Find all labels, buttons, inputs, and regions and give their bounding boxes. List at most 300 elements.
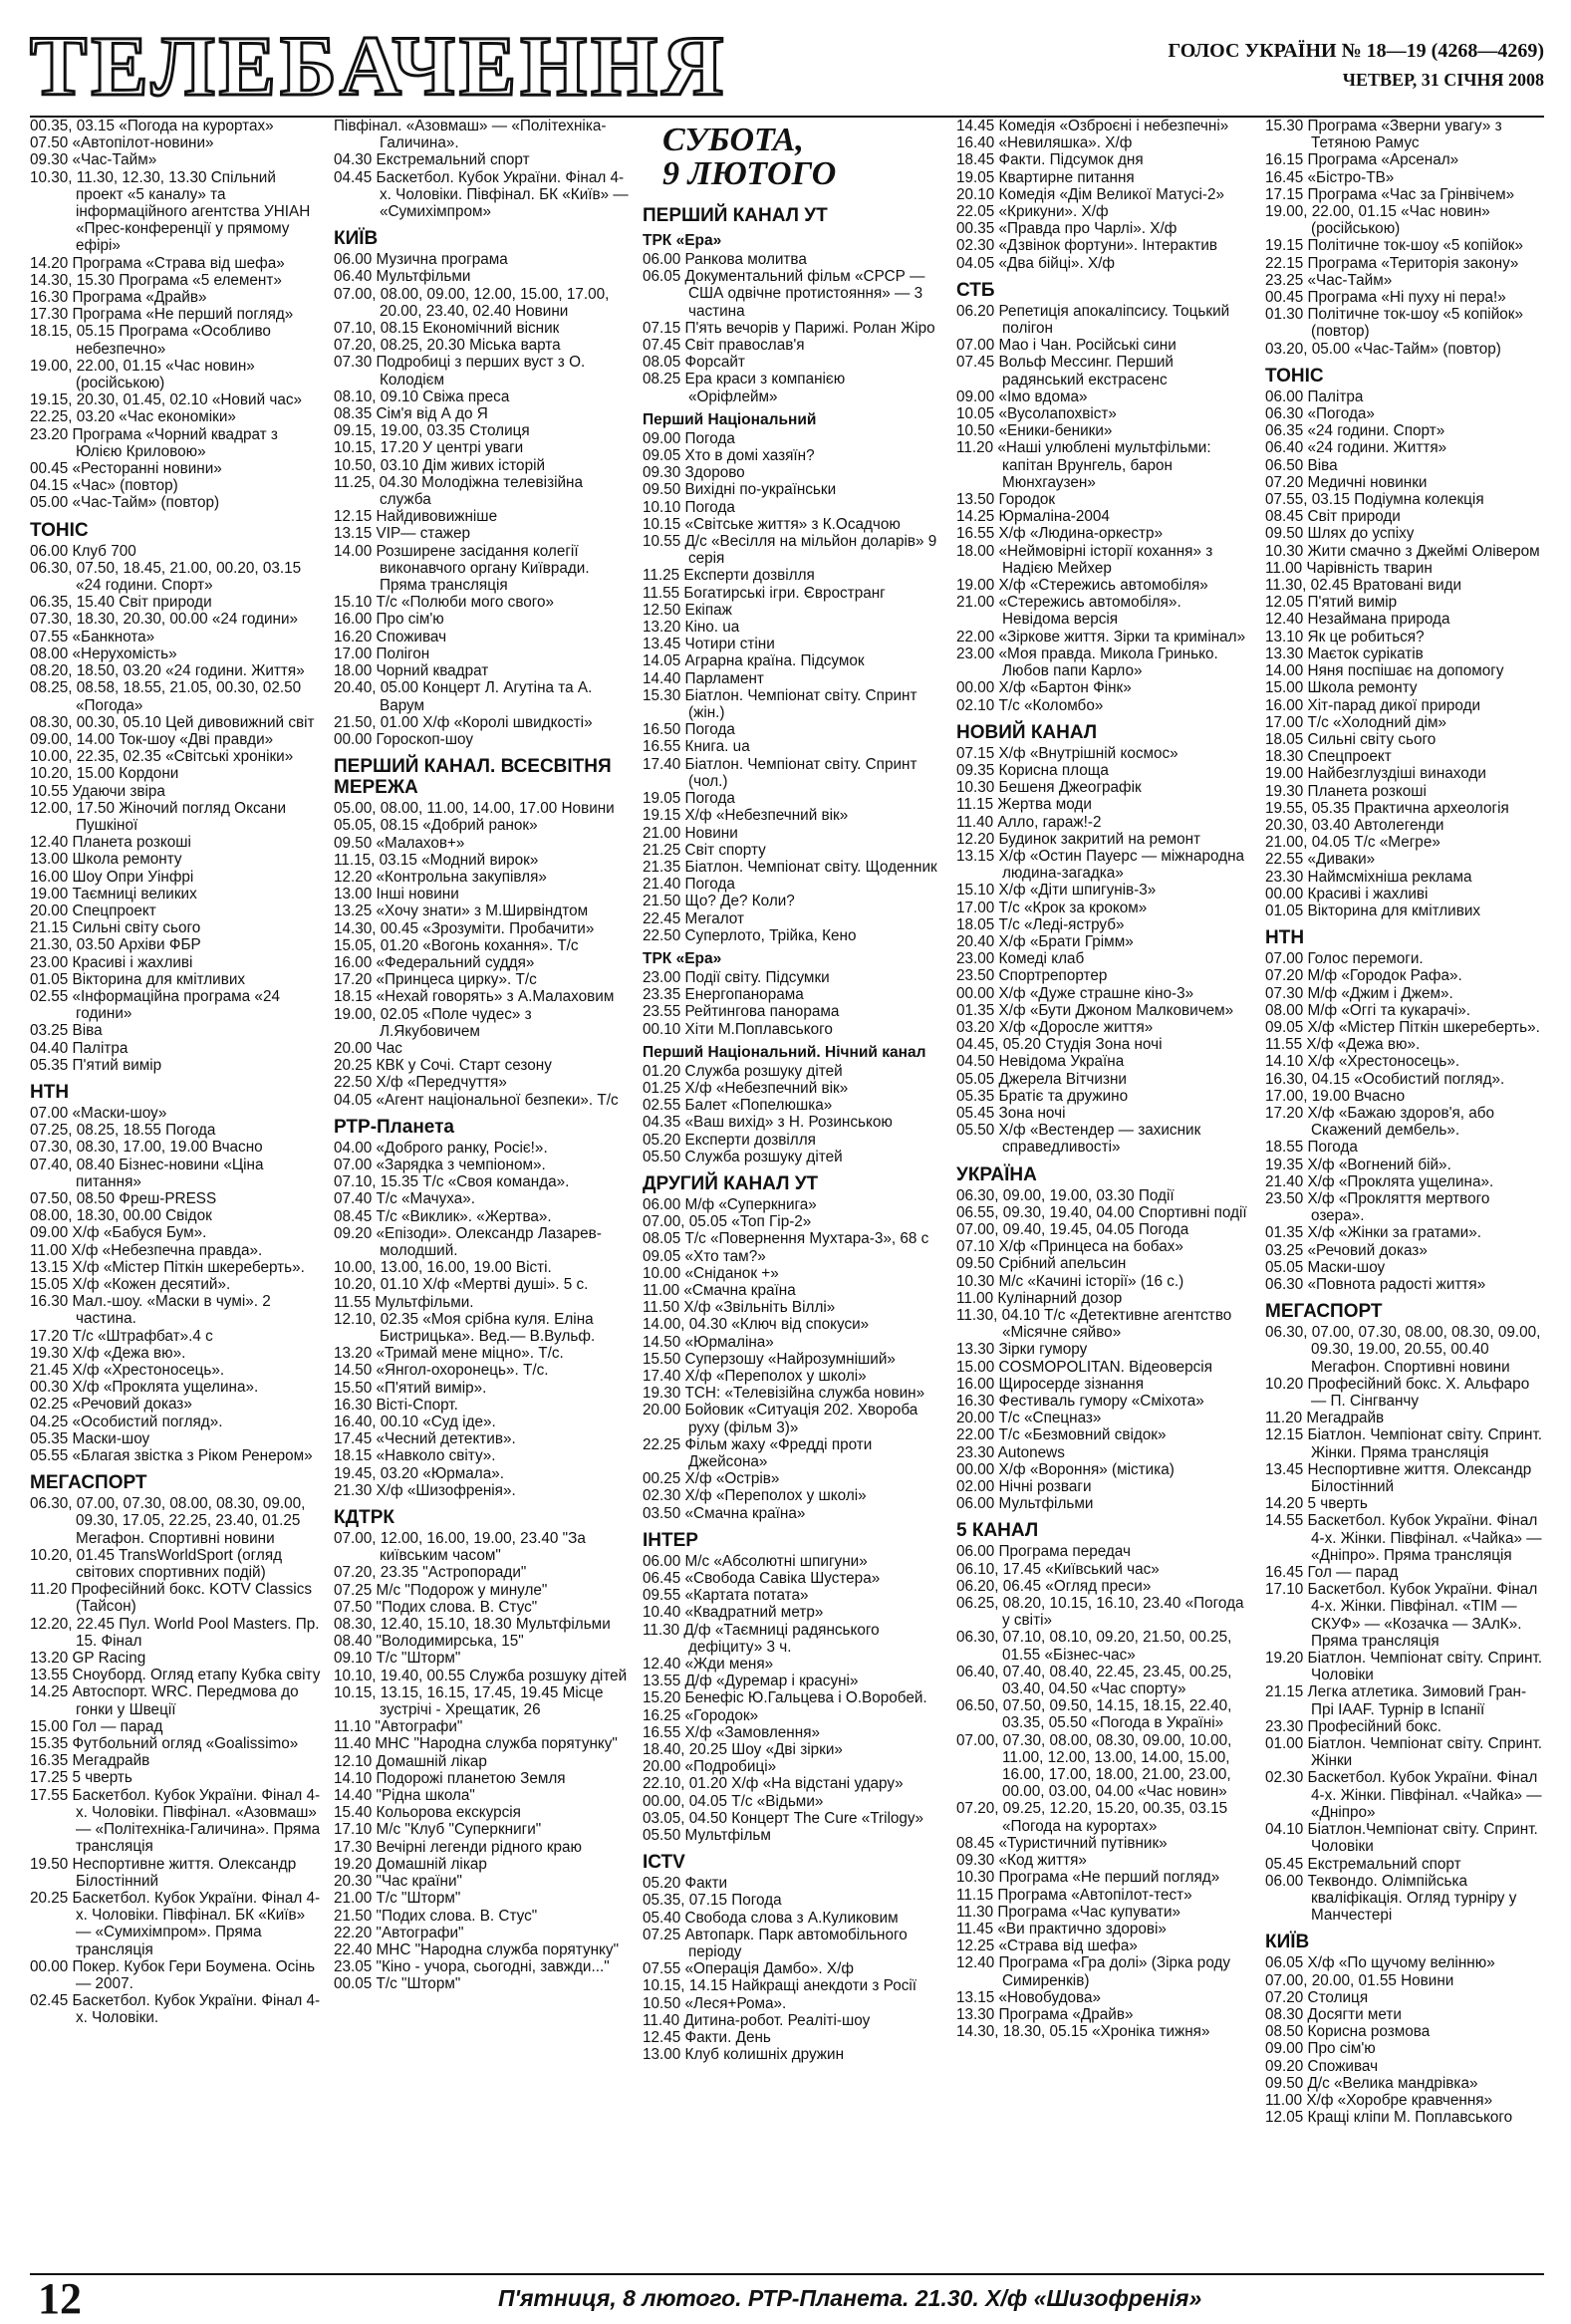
schedule-entry: 12.40 «Жди меня» <box>643 1656 774 1674</box>
schedule-entry: 06.30, 07.00, 07.30, 08.00, 08.30, 09.00, 09.30, 17.05, 22.25, 23.40, 01.25 Мегафон. Спортивні новини <box>30 1495 310 1547</box>
schedule-entry: 21.00 Т/с "Шторм" <box>334 1890 461 1908</box>
schedule-entry: 07.45 Світ православ'я <box>643 337 805 355</box>
schedule-entry: 07.00, 07.30, 08.00, 08.30, 09.00, 10.00, 11.00, 12.00, 13.00, 14.00, 15.00, 16.00, 17.00, 18.00, 21.00, 23.00, 00.00, 03.00, 04.00 «Час новин» <box>956 1731 1236 1801</box>
schedule-entry: 06.40 Мультфільми <box>334 268 471 286</box>
schedule-entry: 18.30 Спецпроект <box>1265 748 1392 766</box>
schedule-entry: 07.50 "Подих слова. В. Стус" <box>334 1598 538 1616</box>
schedule-entry: 10.15, 14.15 Найкращі анекдоти з Росії <box>643 1977 917 1995</box>
schedule-entry: 10.15, 13.15, 16.15, 17.45, 19.45 Місце зустрічі - Хрещатик, 26 <box>334 1683 608 1719</box>
schedule-entry: 23.30 Професійний бокс. <box>1265 1717 1442 1735</box>
schedule-entry: 20.25 КВК у Сочі. Старт сезону <box>334 1057 552 1075</box>
schedule-entry: 20.00 Спецпроект <box>30 902 156 919</box>
schedule-entry: 17.00 Т/с «Крок за кроком» <box>956 899 1148 916</box>
schedule-entry: 13.30 Маєток сурікатів <box>1265 645 1424 662</box>
schedule-entry: 07.20, 08.25, 20.30 Міська варта <box>334 337 561 355</box>
schedule-entry: 05.00, 08.00, 11.00, 14.00, 17.00 Новини <box>334 800 615 818</box>
schedule-entry: 14.50 «Янгол-охоронець». Т/с. <box>334 1362 549 1380</box>
schedule-entry: 15.10 Х/ф «Діти шпигунів-3» <box>956 882 1157 900</box>
schedule-entry: 14.10 Подорожі планетою Земля <box>334 1769 566 1787</box>
schedule-entry: 06.45 «Свобода Савіка Шустера» <box>643 1570 881 1588</box>
schedule-entry: 16.45 «Бістро-ТВ» <box>1265 168 1395 186</box>
schedule-entry: 00.00 Х/ф «Бартон Фінк» <box>956 679 1132 697</box>
schedule-entry: 21.15 Легка атлетика. Зимовий Гран-Прі IAAF. Турнір в Іспанії <box>1265 1683 1527 1718</box>
schedule-entry: 07.00 Голос перемоги. <box>1265 950 1424 968</box>
schedule-entry: 17.10 М/с "Клуб "Суперкниги" <box>334 1821 542 1839</box>
channel-heading: УКРАЇНА <box>956 1163 1037 1185</box>
schedule-entry: 20.10 Комедія «Дім Великої Матусі-2» <box>956 185 1224 203</box>
schedule-entry: 17.00 Полігон <box>334 645 430 662</box>
schedule-entry: 04.00 «Доброго ранку, Росіє!». <box>334 1139 548 1157</box>
schedule-entry: 04.30 Екстремальний спорт <box>334 151 530 169</box>
schedule-entry: 22.55 «Диваки» <box>1265 851 1376 869</box>
footer-promo: П'ятниця, 8 лютого. РТР-Планета. 21.30. Х/ф «Шизофренія» <box>498 2285 1202 2311</box>
schedule-entry: 22.25 Фільм жаху «Фредді проти Джейсона» <box>643 1435 877 1470</box>
schedule-entry: 17.30 Програма «Не перший погляд» <box>30 306 294 324</box>
schedule-entry: 22.25, 03.20 «Час економіки» <box>30 408 236 426</box>
schedule-entry: 14.20 5 чверть <box>1265 1495 1368 1513</box>
schedule-entry: 09.00 Про сім'ю <box>1265 2040 1376 2058</box>
channel-heading: НОВИЙ КАНАЛ <box>956 721 1098 743</box>
schedule-entry: 16.40, 00.10 «Суд іде». <box>334 1414 496 1431</box>
schedule-entry: 07.20, 23.35 "Астропоради" <box>334 1564 527 1582</box>
schedule-entry: 23.20 Програма «Чорний квадрат з Юлією Криловою» <box>30 425 283 460</box>
schedule-entry: 06.00 Теквондо. Олімпійська кваліфікація. Огляд турніру у Манчестері <box>1265 1872 1521 1925</box>
schedule-entry: 06.25, 08.20, 10.15, 16.10, 23.40 «Погода у світі» <box>956 1595 1248 1630</box>
schedule-entry: 09.30 Здорово <box>643 464 745 482</box>
schedule-column-3 <box>643 118 941 2064</box>
schedule-entry: 01.20 Служба розшуку дітей <box>643 1062 843 1080</box>
channel-subheading: Перший Національний. Нічний канал <box>643 1043 926 1061</box>
schedule-entry: 01.25 Х/ф «Небезпечний вік» <box>643 1079 849 1097</box>
schedule-entry: 07.25, 08.25, 18.55 Погода <box>30 1122 216 1140</box>
schedule-entry: 05.20 Експерти дозвілля <box>643 1131 816 1149</box>
schedule-entry: 06.00 Музична програма <box>334 251 508 269</box>
schedule-entry: 10.10 Погода <box>643 498 735 516</box>
schedule-entry: 08.45 Т/с «Виклик». «Жертва». <box>334 1207 552 1225</box>
day-heading-line: СУБОТА, <box>662 122 804 158</box>
schedule-entry: 07.55 «Операція Дамбо». Х/ф <box>643 1960 854 1978</box>
schedule-entry: 11.40 МНС "Народна служба порятунку" <box>334 1735 618 1753</box>
schedule-entry: 16.50 Погода <box>643 721 735 739</box>
schedule-entry: 22.20 "Автографи" <box>334 1924 464 1941</box>
schedule-entry: 21.50 Що? Де? Коли? <box>643 893 795 910</box>
schedule-entry: 07.20 Столиця <box>1265 1988 1369 2006</box>
schedule-entry: 14.00 Розширене засідання колегії виконавчого органу Київради. Пряма трансляція <box>334 542 594 595</box>
schedule-entry: 04.50 Невідома Україна <box>956 1053 1125 1071</box>
masthead <box>30 18 1544 122</box>
schedule-entry: 10.00, 22.35, 02.35 «Світські хроніки» <box>30 748 294 766</box>
schedule-entry: 10.50, 03.10 Дім живих історій <box>334 456 546 474</box>
schedule-entry: 12.50 Екіпаж <box>643 601 732 619</box>
channel-heading: ПЕРШИЙ КАНАЛ. ВСЕСВІТНЯ МЕРЕЖА <box>334 756 617 799</box>
schedule-entry: 10.30, 11.30, 12.30, 13.30 Спільний проект «5 каналу» та інформаційного агентства УНІАН «Прес-конференції у прямому ефірі» <box>30 168 315 255</box>
channel-heading: СТБ <box>956 279 995 301</box>
schedule-entry: 00.00 Х/ф «Дуже страшне кіно-3» <box>956 984 1194 1002</box>
schedule-entry: 07.00 Мао і Чан. Російські сини <box>956 337 1177 355</box>
channel-subheading: Перший Національний <box>643 410 817 428</box>
schedule-entry: 07.30 Подробиці з перших вуст з О. Колодієм <box>334 354 590 388</box>
schedule-entry: 14.25 Юрмаліна-2004 <box>956 508 1110 526</box>
schedule-entry: 08.30, 00.30, 05.10 Цей дивовижний світ <box>30 713 315 731</box>
schedule-entry: 12.45 Факти. День <box>643 2029 771 2047</box>
day-heading-line: 9 ЛЮТОГО <box>662 155 837 192</box>
schedule-entry: 07.15 Х/ф «Внутрішній космос» <box>956 744 1178 762</box>
schedule-entry: 13.45 Чотири стіни <box>643 636 775 653</box>
schedule-entry: 00.35, 03.15 «Погода на курортах» <box>30 118 274 134</box>
schedule-entry: 07.10, 15.35 Т/с «Своя команда». <box>334 1173 570 1191</box>
schedule-entry: 11.40 Дитина-робот. Реаліті-шоу <box>643 2011 871 2029</box>
schedule-entry: 12.10, 02.35 «Моя срібна куля. Еліна Бистрицька». Вед.— В.Вульф. <box>334 1310 598 1345</box>
schedule-entry: 18.15 «Навколо світу». <box>334 1447 496 1465</box>
schedule-entry: 11.55 Богатирські ігри. Євространг <box>643 584 886 602</box>
schedule-entry: 14.30, 18.30, 05.15 «Хроніка тижня» <box>956 2023 1210 2041</box>
schedule-entry: 05.05, 08.15 «Добрий ранок» <box>334 817 538 835</box>
schedule-entry: 15.50 «П'ятий вимір». <box>334 1379 487 1397</box>
schedule-entry: 13.30 Програма «Драйв» <box>956 2005 1134 2023</box>
schedule-entry: 09.50 «Малахов+» <box>334 834 465 852</box>
schedule-entry: 08.25 Ера краси з компанією «Оріфлейм» <box>643 371 850 405</box>
schedule-entry: 19.30 ТСН: «Телевізійна служба новин» <box>643 1385 925 1403</box>
channel-heading: НТН <box>1265 927 1305 949</box>
schedule-entry: 13.55 Сноуборд. Огляд етапу Кубка світу <box>30 1667 321 1684</box>
schedule-entry: 21.35 Біатлон. Чемпіонат світу. Щоденник <box>643 858 937 876</box>
day-heading <box>662 124 938 191</box>
schedule-entry: 09.00 Х/ф «Бабуся Бум». <box>30 1224 207 1242</box>
schedule-entry: 21.45 Х/ф «Хрестоносець». <box>30 1362 225 1380</box>
schedule-entry: 06.00 М/с «Абсолютні шпигуни» <box>643 1552 868 1570</box>
schedule-entry: 09.35 Корисна площа <box>956 761 1109 779</box>
schedule-entry: 17.20 Т/с «Штрафбат».4 с <box>30 1327 213 1345</box>
schedule-entry: 07.30 М/ф «Джим і Джем». <box>1265 984 1453 1002</box>
schedule-entry: 23.05 "Кіно - учора, сьогодні, завжди..." <box>334 1958 610 1976</box>
schedule-entry: 23.00 «Моя правда. Микола Гринько. Любов папи Карло» <box>956 645 1222 680</box>
schedule-entry: 17.15 Програма «Час за Грінвічем» <box>1265 185 1515 203</box>
schedule-entry: 10.30 М/с «Качині історії» (16 с.) <box>956 1272 1184 1290</box>
schedule-entry: 22.10, 01.20 Х/ф «На відстані удару» <box>643 1775 904 1793</box>
schedule-entry: 20.00 Т/с «Спецназ» <box>956 1410 1102 1427</box>
schedule-entry: 03.25 Віва <box>30 1022 103 1040</box>
schedule-entry: 15.00 Школа ремонту <box>1265 679 1418 697</box>
schedule-entry: 10.40 «Квадратний метр» <box>643 1604 824 1622</box>
schedule-column-2 <box>334 118 633 1993</box>
schedule-entry: 10.55 Удаючи звіра <box>30 782 165 800</box>
schedule-entry: 00.00 Гороскоп-шоу <box>334 730 473 748</box>
schedule-entry: 15.00 Гол — парад <box>30 1717 163 1735</box>
schedule-entry: 11.45 «Ви практично здорові» <box>956 1920 1167 1937</box>
schedule-entry: 16.55 Х/ф «Замовлення» <box>643 1723 820 1741</box>
schedule-entry: 19.00 Таємниці великих <box>30 885 197 903</box>
schedule-entry: 21.00, 04.05 Т/с «Мегре» <box>1265 834 1440 852</box>
schedule-entry: 09.55 «Картата потата» <box>643 1587 809 1605</box>
schedule-entry: 05.20 Факти <box>643 1875 728 1893</box>
schedule-entry: 11.50 Х/ф «Звільніть Віллі» <box>643 1299 836 1317</box>
schedule-entry: 12.40 Програма «Гра долі» (Зірка роду Симиренків) <box>956 1954 1235 1989</box>
schedule-entry: 14.40 "Рідна школа" <box>334 1787 475 1805</box>
channel-heading: МЕГАСПОРТ <box>1265 1301 1383 1323</box>
schedule-entry: 05.55 «Благая звістка з Ріком Ренером» <box>30 1447 313 1465</box>
schedule-entry: 16.30 Програма «Драйв» <box>30 289 207 307</box>
schedule-entry: 07.30, 08.30, 17.00, 19.00 Вчасно <box>30 1139 263 1157</box>
schedule-entry: 14.30, 15.30 Програма «5 елемент» <box>30 271 282 289</box>
schedule-column-5 <box>1265 118 1546 2126</box>
schedule-column-4 <box>956 118 1252 2040</box>
newspaper-issue: ГОЛОС УКРАЇНИ № 18—19 (4268—4269) <box>1168 40 1544 62</box>
schedule-entry: 15.00 COSMOPOLITAN. Відеоверсія <box>956 1358 1212 1376</box>
schedule-entry: 12.05 П'ятий вимір <box>1265 594 1398 612</box>
issue-date: ЧЕТВЕР, 31 СІЧНЯ 2008 <box>1342 70 1544 90</box>
schedule-entry: 11.40 Алло, гараж!-2 <box>956 813 1102 831</box>
schedule-entry: 11.55 Х/ф «Дежа вю». <box>1265 1036 1421 1054</box>
schedule-entry: 16.00 Шоу Опри Уінфрі <box>30 868 194 886</box>
schedule-entry: 22.40 МНС "Народна служба порятунку" <box>334 1940 620 1958</box>
schedule-entry: 14.00, 04.30 «Ключ від спокуси» <box>643 1316 870 1334</box>
schedule-entry: 21.30, 03.50 Архіви ФБР <box>30 936 201 954</box>
schedule-entry: 19.00 Найбезглуздіші винаходи <box>1265 765 1486 783</box>
schedule-entry: 07.15 П'ять вечорів у Парижі. Ролан Жіро <box>643 319 935 337</box>
schedule-entry: 07.55, 03.15 Подіумна колекція <box>1265 491 1484 509</box>
schedule-column-1 <box>30 118 324 2027</box>
schedule-entry: 11.00 Х/ф «Небезпечна правда». <box>30 1241 263 1259</box>
schedule-entry: 17.40 Х/ф «Переполох у школі» <box>643 1367 867 1385</box>
schedule-entry: 07.30, 18.30, 20.30, 00.00 «24 години» <box>30 611 299 629</box>
schedule-entry: 13.55 Д/ф «Дуремар і красуні» <box>643 1673 859 1690</box>
schedule-entry: 21.30 Х/ф «Шизофренія». <box>334 1481 516 1499</box>
schedule-entry: 02.25 «Речовий доказ» <box>30 1396 192 1414</box>
schedule-entry: 13.15 Х/ф «Остин Пауерс — міжнародна людина-загадка» <box>956 847 1249 883</box>
schedule-entry: 23.30 Наймсміхніша реклама <box>1265 868 1472 886</box>
schedule-entry: 07.00, 20.00, 01.55 Новини <box>1265 1971 1454 1989</box>
schedule-entry: 11.25 Експерти дозвілля <box>643 567 815 585</box>
schedule-entry: 07.00 «Маски-шоу» <box>30 1104 167 1122</box>
schedule-entry: 10.30 Програма «Не перший погляд» <box>956 1869 1220 1887</box>
schedule-entry: 06.30, 07.10, 08.10, 09.20, 21.50, 00.25, 01.55 «Бізнес-час» <box>956 1629 1236 1664</box>
schedule-entry: 12.20, 22.45 Пул. World Pool Masters. Пр. 15. Фінал <box>30 1615 324 1650</box>
schedule-entry: 13.15 «Новобудова» <box>956 1988 1102 2006</box>
schedule-entry: 01.00 Біатлон. Чемпіонат світу. Спринт. Жінки <box>1265 1735 1547 1770</box>
schedule-entry: 20.00 Час <box>334 1039 402 1057</box>
schedule-entry: 21.50, 01.00 Х/ф «Королі швидкості» <box>334 713 593 731</box>
schedule-entry: 19.00 Х/ф «Стережись автомобіля» <box>956 577 1208 595</box>
schedule-entry: 12.15 Найдивовижніше <box>334 508 498 526</box>
schedule-entry: 07.50 «Автопілот-новини» <box>30 134 214 152</box>
schedule-entry: 19.20 Біатлон. Чемпіонат світу. Спринт. Чоловіки <box>1265 1650 1547 1684</box>
schedule-entry: 18.05 Сильні світу сього <box>1265 730 1437 748</box>
schedule-entry: 13.20 «Тримай мене міцно». Т/с. <box>334 1345 564 1363</box>
schedule-entry: 18.00 «Неймовірні історії кохання» з Надією Мейхер <box>956 542 1217 577</box>
schedule-entry: 07.20 М/ф «Городок Рафа». <box>1265 967 1462 985</box>
schedule-entry: 11.30, 04.10 Т/с «Детективне агентство «Місячне сяйво» <box>956 1307 1236 1342</box>
schedule-entry: 08.45 Світ природи <box>1265 508 1401 526</box>
schedule-entry: 12.20 «Контрольна закупівля» <box>334 868 547 886</box>
schedule-entry: 10.30 Бешеня Джеографік <box>956 779 1142 797</box>
schedule-entry: 18.40, 20.25 Шоу «Дві зірки» <box>643 1741 843 1759</box>
schedule-entry: 06.20, 06.45 «Огляд преси» <box>956 1577 1152 1595</box>
schedule-entry: 01.35 Х/ф «Жінки за гратами». <box>1265 1224 1481 1242</box>
schedule-entry: 19.30 Планета розкоші <box>1265 782 1427 800</box>
schedule-entry: 15.20 Бенефіс Ю.Гальцева і О.Воробей. <box>643 1689 927 1707</box>
schedule-entry: 16.35 Мегадрайв <box>30 1752 150 1770</box>
schedule-entry: 12.05 Кращі кліпи М. Поплавського <box>1265 2109 1513 2127</box>
schedule-entry: 06.05 Х/ф «По щучому велінню» <box>1265 1954 1495 1972</box>
channel-heading: РТР-Планета <box>334 1116 454 1138</box>
schedule-entry: 16.30 Вісті-Спорт. <box>334 1396 458 1414</box>
schedule-entry: 07.50, 08.50 Фреш-PRESS <box>30 1189 217 1207</box>
schedule-entry: 13.20 Кіно. ua <box>643 619 740 637</box>
schedule-entry: 07.20, 09.25, 12.20, 15.20, 00.35, 03.15 «Погода на курортах» <box>956 1800 1232 1835</box>
schedule-entry: 05.05 Джерела Вітчизни <box>956 1070 1127 1088</box>
channel-subheading: ТРК «Ера» <box>643 949 722 967</box>
channel-heading: ТОНІС <box>1265 365 1324 387</box>
schedule-entry: 23.00 Події світу. Підсумки <box>643 968 830 986</box>
schedule-entry: 18.15 «Нехай говорять» з А.Малаховим <box>334 988 615 1006</box>
schedule-entry: 06.50, 07.50, 09.50, 14.15, 18.15, 22.40, 03.35, 05.50 «Погода в Україні» <box>956 1697 1236 1732</box>
schedule-entry: 06.30, 07.50, 18.45, 21.00, 00.20, 03.15 «24 години. Спорт» <box>30 559 306 595</box>
schedule-entry: 16.00 Щиросерде зізнання <box>956 1375 1144 1393</box>
schedule-entry: 21.40 Погода <box>643 876 735 894</box>
schedule-entry: 00.00 Х/ф «Вороння» (містика) <box>956 1460 1175 1478</box>
schedule-entry: 06.00 М/ф «Суперкнига» <box>643 1195 817 1213</box>
schedule-entry: 05.00 «Час-Тайм» (повтор) <box>30 494 220 512</box>
schedule-entry: 07.00, 08.00, 09.00, 12.00, 15.00, 17.00, 20.00, 23.40, 02.40 Новини <box>334 285 614 320</box>
schedule-entry: 10.15 «Світське життя» з К.Осадчою <box>643 515 901 533</box>
schedule-entry: 05.05 Маски-шоу <box>1265 1258 1386 1276</box>
schedule-entry: 19.00, 22.00, 01.15 «Час новин» (російською) <box>30 357 260 392</box>
schedule-entry: 14.25 Автоспорт. WRC. Передмова до гонки у Швеції <box>30 1683 303 1718</box>
schedule-entry: 23.55 Рейтингова панорама <box>643 1003 840 1021</box>
schedule-entry: 11.15 Програма «Автопілот-тест» <box>956 1886 1192 1904</box>
schedule-entry: 11.30 Д/ф «Таємниці радянського дефіциту» 3 ч. <box>643 1621 884 1656</box>
schedule-entry: 14.45 Комедія «Озброєні і небезпечні» <box>956 118 1229 134</box>
schedule-entry: 06.00 Клуб 700 <box>30 542 136 560</box>
schedule-entry: 17.10 Баскетбол. Кубок України. Фінал 4-х. Жінки. Півфінал. «TIM — СКУФ» — «Козачка — ЗАлК». Пряма трансляція <box>1265 1581 1542 1650</box>
schedule-entry: 11.25, 04.30 Молодіжна телевізійна служба <box>334 473 588 509</box>
schedule-entry: 05.35 П'ятий вимір <box>30 1056 162 1074</box>
schedule-entry: 00.10 Хіти М.Поплавського <box>643 1020 833 1038</box>
schedule-entry: 23.25 «Час-Тайм» <box>1265 271 1393 289</box>
schedule-entry: 11.20 Мегадрайв <box>1265 1410 1385 1427</box>
schedule-entry: 16.45 Гол — парад <box>1265 1564 1399 1582</box>
schedule-entry: 17.20 «Принцеса цирку». Т/с <box>334 971 537 989</box>
schedule-entry: 15.05, 01.20 «Вогонь кохання». Т/с <box>334 936 579 954</box>
schedule-entry: 16.30, 04.15 «Особистий погляд». <box>1265 1070 1505 1088</box>
schedule-entry: 11.00 Чарівність тварин <box>1265 559 1433 577</box>
schedule-entry: 00.35 «Правда про Чарлі». Х/ф <box>956 220 1178 238</box>
schedule-entry: 09.20 «Епізоди». Олександр Лазарев-молодший. <box>334 1224 602 1259</box>
schedule-entry: 19.45, 03.20 «Юрмала». <box>334 1464 504 1482</box>
schedule-entry: 06.40, 07.40, 08.40, 22.45, 23.45, 00.25, 03.40, 04.50 «Час спорту» <box>956 1663 1236 1698</box>
page-number: 12 <box>38 2274 82 2323</box>
schedule-entry: 07.10, 08.15 Економічний вісник <box>334 320 560 338</box>
schedule-entry: 19.15 Х/ф «Небезпечний вік» <box>643 807 849 825</box>
schedule-entry: 13.20 GP Racing <box>30 1650 146 1668</box>
schedule-entry: 11.00 «Смачна країна <box>643 1281 796 1299</box>
schedule-entry: 04.15 «Час» (повтор) <box>30 477 178 495</box>
schedule-entry: 11.55 Мультфільми. <box>334 1293 474 1311</box>
schedule-entry: 17.00 Т/с «Холодний дім» <box>1265 713 1447 731</box>
schedule-entry: 00.45 Програма «Ні пуху ні пера!» <box>1265 289 1506 307</box>
schedule-entry: 00.00, 04.05 Т/с «Відьми» <box>643 1792 824 1810</box>
schedule-entry: 06.05 Документальний фільм «СРСР — США одвічне протистояння» — 3 частина <box>643 268 929 320</box>
schedule-entry: 13.15 Х/ф «Містер Піткін шкереберть». <box>30 1258 305 1276</box>
schedule-entry: 05.45 Екстремальний спорт <box>1265 1855 1461 1873</box>
schedule-entry: 19.50 Неспортивне життя. Олександр Білостінний <box>30 1855 301 1890</box>
channel-heading: 5 КАНАЛ <box>956 1520 1039 1542</box>
schedule-entry: 23.50 Спортрепортер <box>956 967 1108 985</box>
schedule-entry: 06.35, 15.40 Світ природи <box>30 594 212 612</box>
schedule-entry: 22.05 «Крикуни». Х/ф <box>956 203 1109 221</box>
schedule-entry: 01.35 Х/ф «Бути Джоном Малковичем» <box>956 1001 1234 1019</box>
schedule-entry: 03.20 Х/ф «Доросле життя» <box>956 1018 1154 1036</box>
schedule-entry: 21.00 Новини <box>643 824 738 842</box>
schedule-entry: 07.00, 05.05 «Топ Гір-2» <box>643 1213 812 1231</box>
channel-heading: МЕГАСПОРТ <box>30 1472 147 1494</box>
schedule-entry: 16.55 Х/ф «Людина-оркестр» <box>956 525 1164 543</box>
schedule-entry: 06.30 «Повнота радості життя» <box>1265 1276 1486 1293</box>
schedule-entry: 14.10 Х/ф «Хрестоносець». <box>1265 1053 1460 1071</box>
schedule-entry: 00.25 Х/ф «Острів» <box>643 1470 780 1488</box>
schedule-entry: 18.45 Факти. Підсумок дня <box>956 151 1144 169</box>
schedule-entry: 10.00 «Сніданок +» <box>643 1264 779 1282</box>
schedule-entry: 17.20 Х/ф «Бажаю здоров'я, або Скажений дембель». <box>1265 1104 1499 1140</box>
schedule-entry: 09.05 «Хто там?» <box>643 1247 766 1265</box>
schedule-entry: 06.50 Віва <box>1265 456 1338 474</box>
schedule-entry: 10.00, 13.00, 16.00, 19.00 Вісті. <box>334 1259 552 1277</box>
schedule-entry: 06.00 Ранкова молитва <box>643 251 807 268</box>
channel-heading: ТОНІС <box>30 519 89 541</box>
schedule-entry: 10.10, 19.40, 00.55 Служба розшуку дітей <box>334 1667 628 1684</box>
schedule-entry: 12.40 Незаймана природа <box>1265 611 1450 629</box>
schedule-entry: 20.30, 03.40 Автолегенди <box>1265 816 1444 834</box>
schedule-entry: 17.25 5 чверть <box>30 1769 132 1787</box>
schedule-entry: 14.55 Баскетбол. Кубок України. Фінал 4-х. Жінки. Півфінал. «Чайка» — «Дніпро». Пряма трансляція <box>1265 1512 1546 1564</box>
schedule-entry: 05.35, 07.15 Погода <box>643 1892 782 1910</box>
schedule-entry: 19.15 Політичне ток-шоу «5 копійок» <box>1265 237 1523 255</box>
schedule-entry: 15.30 Біатлон. Чемпіонат світу. Спринт (жін.) <box>643 686 921 722</box>
schedule-entry: 06.30, 07.00, 07.30, 08.00, 08.30, 09.00, 09.30, 19.00, 20.55, 00.40 Мегафон. Спортивні новини <box>1265 1324 1545 1376</box>
schedule-entry: 06.55, 09.30, 19.40, 04.00 Спортивні події <box>956 1203 1247 1221</box>
schedule-entry: 18.15, 05.15 Програма «Особливо небезпечно» <box>30 323 276 358</box>
schedule-entry: 03.25 «Речовий доказ» <box>1265 1241 1428 1259</box>
schedule-entry: 13.00 Інші новини <box>334 886 459 904</box>
schedule-entry: 20.00 Бойовик «Ситуація 202. Хвороба руху (фільм 3)» <box>643 1402 922 1436</box>
schedule-entry: 06.20 Репетиція апокаліпсису. Тоцький полігон <box>956 302 1234 338</box>
schedule-entry: 23.35 Енергопанорама <box>643 986 804 1004</box>
schedule-entry: 14.05 Аграрна країна. Підсумок <box>643 652 865 670</box>
schedule-entry: 09.05 Хто в домі хазяїн? <box>643 447 815 465</box>
schedule-entry: 16.00 «Федеральний суддя» <box>334 953 535 971</box>
schedule-entry: 04.05 «Агент національної безпеки». Т/с <box>334 1091 619 1109</box>
schedule-entry: 01.30 Політичне ток-шоу «5 копійок» (повтор) <box>1265 306 1528 341</box>
schedule-entry: 16.25 «Городок» <box>643 1706 759 1724</box>
section-title: ТЕЛЕБАЧЕННЯ <box>30 18 728 114</box>
schedule-entry: 07.20 Медичні новинки <box>1265 473 1428 491</box>
schedule-entry: 16.30 Мал.-шоу. «Маски в чумі». 2 частина. <box>30 1293 276 1328</box>
schedule-entry: 06.30 «Погода» <box>1265 405 1375 423</box>
schedule-entry: 07.55 «Банкнота» <box>30 628 155 646</box>
schedule-entry: 02.00 Нічні розваги <box>956 1478 1092 1496</box>
schedule-entry: 15.30 Програма «Зверни увагу» з Тетяною Рамус <box>1265 118 1506 152</box>
schedule-entry: 10.20, 15.00 Кордони <box>30 765 179 783</box>
schedule-entry: 05.50 Служба розшуку дітей <box>643 1148 843 1165</box>
schedule-entry: 10.30 Жити смачно з Джеймі Олівером <box>1265 542 1540 560</box>
schedule-entry: 11.00 Кулінарний дозор <box>956 1289 1123 1307</box>
schedule-entry: 21.25 Світ спорту <box>643 841 766 859</box>
schedule-entry: 01.05 Вікторина для кмітливих <box>30 970 246 988</box>
schedule-entry: 02.55 Балет «Попелюшка» <box>643 1097 833 1115</box>
schedule-entry: 11.15 Жертва моди <box>956 796 1092 814</box>
schedule-entry: 00.00 Красиві і жахливі <box>1265 885 1429 903</box>
schedule-entry: 19.55, 05.35 Практична археологія <box>1265 799 1509 817</box>
